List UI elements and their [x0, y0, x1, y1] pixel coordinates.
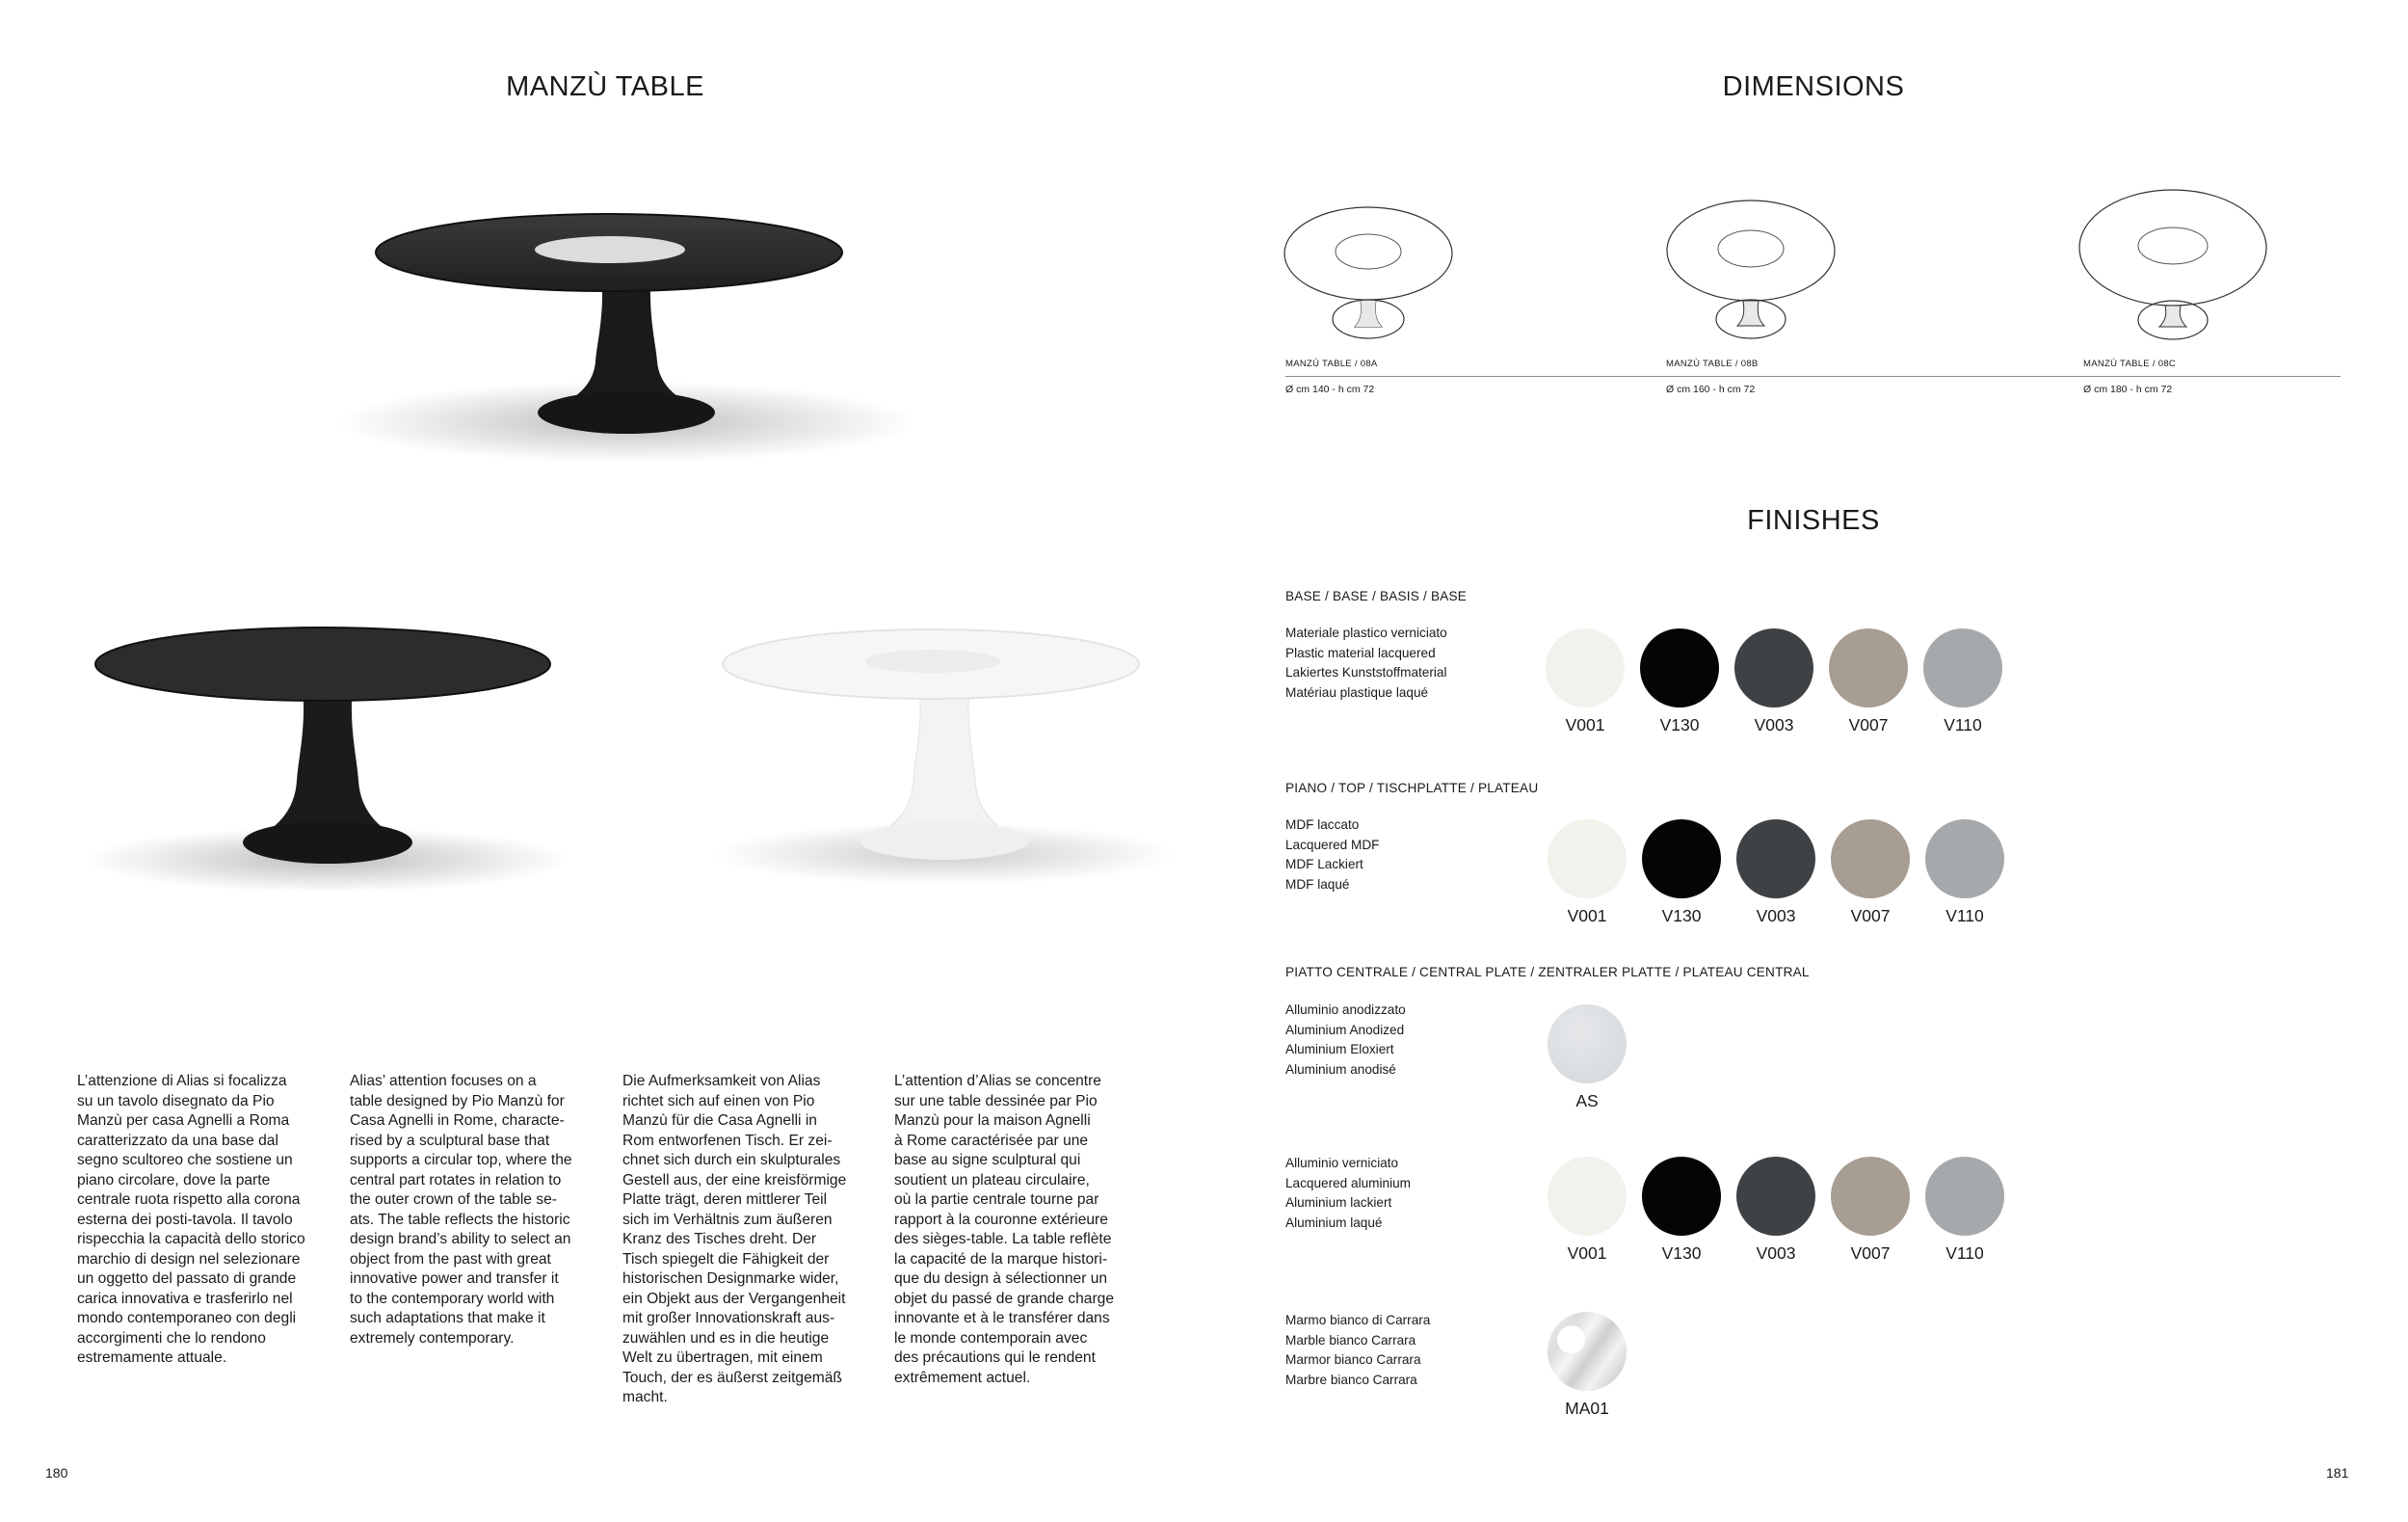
text-line: caratterizzato da una base dal: [77, 1132, 278, 1149]
left-page-number: 180: [45, 1465, 68, 1481]
text-line: extremely contemporary.: [350, 1329, 515, 1347]
swatch-code-label: V110: [1945, 906, 1984, 925]
text-line: central part rotates in relation to: [350, 1171, 562, 1188]
text-line: MDF laccato: [1285, 817, 1360, 832]
text-line: innovative power and transfer it: [350, 1270, 559, 1287]
text-line: Lakiertes Kunststoffmaterial: [1285, 665, 1447, 681]
swatch-v110: [1925, 819, 2004, 898]
text-line: où la partie centrale tourne par: [894, 1191, 1099, 1208]
text-line: Alluminio verniciato: [1285, 1156, 1399, 1170]
text-line: ein Objekt aus der Vergangenheit: [622, 1290, 846, 1307]
text-line: object from the past with great: [350, 1250, 551, 1268]
text-line: accorgimenti che lo rendono: [77, 1329, 266, 1347]
text-line: Alluminio anodizzato: [1285, 1002, 1406, 1017]
text-line: sich im Verhältnis zum äußeren: [622, 1211, 833, 1228]
swatch-v001: [1548, 819, 1627, 898]
text-line: Casa Agnelli in Rome, characte-: [350, 1112, 565, 1129]
text-line: to the contemporary world with: [350, 1290, 555, 1307]
left-page-title: MANZÙ TABLE: [506, 71, 704, 102]
text-line: such adaptations that make it: [350, 1310, 545, 1326]
text-line: le monde contemporain avec: [894, 1329, 1088, 1347]
text-line: sur une table dessinée par Pio: [894, 1092, 1098, 1109]
swatch-v007: [1831, 819, 1910, 898]
swatch-v007: [1831, 1157, 1910, 1236]
drawing-08a: [1282, 198, 1474, 352]
text-line: richtet sich auf einen von Pio: [622, 1092, 815, 1109]
swatch-code-label: V001: [1567, 906, 1607, 925]
swatch-v003: [1734, 628, 1813, 708]
finish-group-central-plate-heading: PIATTO CENTRALE / CENTRAL PLATE / ZENTRALER PLATTE / PLATEAU CENTRAL: [1285, 965, 1810, 979]
paragraph-italian: [77, 1072, 318, 1369]
swatch-code-label: V007: [1848, 715, 1889, 734]
text-line: su un tavolo disegnato da Pio: [77, 1092, 275, 1109]
paragraph-french: [894, 1072, 1135, 1388]
text-line: Aluminium Eloxiert: [1285, 1042, 1394, 1057]
text-line: Aluminium anodisé: [1285, 1062, 1396, 1078]
text-line: Alias’ attention focuses on a: [350, 1073, 537, 1089]
swatch-v001: [1546, 628, 1625, 708]
swatch-code-label: V130: [1661, 1243, 1702, 1263]
finish-anodized-materials: [1285, 1001, 1406, 1081]
text-line: la capacité de la marque histori-: [894, 1250, 1108, 1268]
text-line: Marmo bianco di Carrara: [1285, 1313, 1431, 1327]
text-line: rised by a sculptural base that: [350, 1132, 550, 1149]
swatch-code-label: AS: [1575, 1091, 1599, 1110]
text-line: rapport à la couronne extérieure: [894, 1211, 1108, 1228]
finish-group-base-heading: BASE / BASE / BASIS / BASE: [1285, 589, 1468, 603]
text-line: estremamente attuale.: [77, 1349, 227, 1366]
text-line: mit großer Innovationskraft aus-: [622, 1310, 835, 1326]
swatch-code-label: V110: [1944, 715, 1982, 734]
swatch-v130: [1642, 819, 1721, 898]
text-line: supports a circular top, where the: [350, 1152, 572, 1168]
dimensions-divider: [1285, 376, 2341, 377]
dim-size-08a: Ø cm 140 - h cm 72: [1285, 384, 1375, 395]
finish-group-top-heading: PIANO / TOP / TISCHPLATTE / PLATEAU: [1285, 781, 1539, 795]
text-line: chnet sich durch ein skulpturales: [622, 1152, 841, 1168]
finish-base-materials: [1285, 624, 1447, 704]
text-line: Aluminium lackiert: [1285, 1195, 1392, 1211]
text-line: que du design à sélectionner un: [894, 1270, 1108, 1287]
text-line: Lacquered MDF: [1285, 837, 1380, 852]
finish-marble-materials: [1285, 1311, 1430, 1391]
text-line: zuwählen und es in die heutige: [622, 1329, 830, 1347]
dim-label-08a: MANZÙ TABLE / 08A: [1285, 359, 1378, 369]
text-line: rispecchia la capacità dello storico: [77, 1231, 305, 1247]
dim-label-08c: MANZÙ TABLE / 08C: [2083, 359, 2177, 369]
swatch-code-label: V001: [1565, 715, 1605, 734]
text-line: Touch, der es äußerst zeitgemäß: [622, 1369, 842, 1386]
swatch-code-label: V003: [1754, 715, 1794, 734]
text-line: historischen Designmarke wider,: [622, 1270, 839, 1287]
dim-label-08b: MANZÙ TABLE / 08B: [1666, 359, 1759, 369]
text-line: carica innovativa e trasferirlo nel: [77, 1290, 293, 1307]
table-white-image: [665, 617, 1204, 896]
text-line: Aluminium Anodized: [1285, 1022, 1405, 1037]
paragraph-german: [622, 1072, 863, 1408]
text-line: Aluminium laqué: [1285, 1215, 1383, 1231]
text-line: Manzù pour la maison Agnelli: [894, 1112, 1091, 1129]
text-line: Welt zu übertragen, mit einem: [622, 1349, 823, 1366]
swatch-code-label: V110: [1945, 1243, 1984, 1263]
text-line: Marble bianco Carrara: [1285, 1332, 1416, 1348]
text-line: base au signe sculptural qui: [894, 1152, 1081, 1168]
text-line: Rom entworfenen Tisch. Er zei-: [622, 1132, 833, 1149]
text-line: segno scultoreo che sostiene un: [77, 1152, 293, 1168]
swatch-code-label: V007: [1850, 906, 1891, 925]
swatch-code-label: V001: [1567, 1243, 1607, 1263]
paragraph-english: [350, 1072, 591, 1348]
swatch-ma01: [1548, 1312, 1627, 1391]
finish-lacquered-aluminium-materials: [1285, 1154, 1411, 1234]
text-line: ats. The table reflects the historic: [350, 1211, 570, 1228]
text-line: un oggetto del passato di grande: [77, 1270, 297, 1287]
text-line: des sièges-table. La table reflète: [894, 1231, 1112, 1247]
swatch-v110: [1923, 628, 2002, 708]
text-line: Platte trägt, deren mittlerer Teil: [622, 1191, 828, 1208]
swatch-code-label: V007: [1850, 1243, 1891, 1263]
swatch-code-label: V130: [1659, 715, 1700, 734]
text-line: Marbre bianco Carrara: [1285, 1373, 1417, 1388]
text-line: extrêmement actuel.: [894, 1369, 1031, 1386]
swatch-v001: [1548, 1157, 1627, 1236]
drawing-08c: [2077, 188, 2279, 352]
swatch-v110: [1925, 1157, 2004, 1236]
text-line: L’attenzione di Alias si focalizza: [77, 1073, 287, 1089]
swatch-v003: [1736, 1157, 1815, 1236]
text-line: Gestell aus, der eine kreisförmige: [622, 1171, 847, 1188]
text-line: Matériau plastique laqué: [1285, 685, 1429, 701]
text-line: Tisch spiegelt die Fähigkeit der: [622, 1250, 830, 1268]
text-line: des précautions qui le rendent: [894, 1349, 1096, 1366]
table-dark-image: [67, 607, 607, 896]
swatch-code-label: V003: [1756, 1243, 1796, 1263]
finishes-title: FINISHES: [1747, 505, 1880, 536]
text-line: Die Aufmerksamkeit von Alias: [622, 1073, 821, 1089]
text-line: Lacquered aluminium: [1285, 1175, 1411, 1190]
dim-size-08c: Ø cm 180 - h cm 72: [2083, 384, 2173, 395]
text-line: Marmor bianco Carrara: [1285, 1352, 1421, 1368]
text-line: Plastic material lacquered: [1285, 645, 1436, 660]
dim-size-08b: Ø cm 160 - h cm 72: [1666, 384, 1756, 395]
text-line: objet du passé de grande charge: [894, 1290, 1115, 1307]
swatch-v130: [1640, 628, 1719, 708]
table-dark-white-center-image: [289, 193, 964, 482]
text-line: Kranz des Tisches dreht. Der: [622, 1231, 817, 1247]
drawing-08b: [1660, 193, 1853, 352]
swatch-code-label: V003: [1756, 906, 1796, 925]
text-line: marchio di design nel selezionare: [77, 1250, 301, 1268]
swatch-code-label: MA01: [1565, 1399, 1609, 1418]
swatch-v007: [1829, 628, 1908, 708]
text-line: esterna dei posti-tavola. Il tavolo: [77, 1211, 293, 1228]
text-line: design brand’s ability to select an: [350, 1231, 571, 1247]
text-line: innovante et à le transférer dans: [894, 1310, 1110, 1326]
text-line: L’attention d’Alias se concentre: [894, 1073, 1101, 1089]
text-line: à Rome caractérisée par une: [894, 1132, 1089, 1149]
right-page-number: 181: [2326, 1465, 2349, 1481]
text-line: MDF laqué: [1285, 877, 1350, 893]
dimensions-title: DIMENSIONS: [1722, 71, 1905, 102]
text-line: piano circolare, dove la parte: [77, 1171, 271, 1188]
text-line: table designed by Pio Manzù for: [350, 1092, 565, 1109]
text-line: MDF Lackiert: [1285, 857, 1363, 872]
swatch-v003: [1736, 819, 1815, 898]
swatch-as: [1548, 1004, 1627, 1083]
text-line: Manzù für die Casa Agnelli in: [622, 1112, 817, 1129]
text-line: Manzù per casa Agnelli a Roma: [77, 1112, 290, 1129]
finish-top-materials: [1285, 815, 1379, 895]
text-line: mondo contemporaneo con degli: [77, 1310, 297, 1326]
text-line: soutient un plateau circulaire,: [894, 1171, 1090, 1188]
text-line: the outer crown of the table se-: [350, 1191, 557, 1208]
swatch-v130: [1642, 1157, 1721, 1236]
swatch-code-label: V130: [1661, 906, 1702, 925]
text-line: macht.: [622, 1389, 668, 1405]
text-line: centrale ruota rispetto alla corona: [77, 1191, 301, 1208]
text-line: Materiale plastico verniciato: [1285, 626, 1447, 640]
